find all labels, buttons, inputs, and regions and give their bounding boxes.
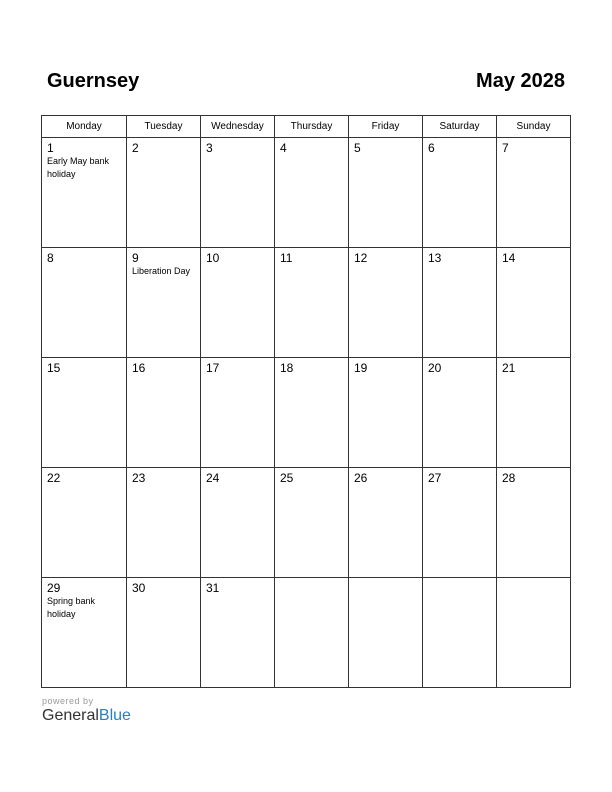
- footer-branding: [42, 696, 131, 725]
- week-row: [42, 468, 571, 578]
- day-cell: [349, 578, 423, 688]
- week-row: [42, 358, 571, 468]
- day-cell: [497, 248, 571, 358]
- day-number: 5: [354, 141, 361, 155]
- weekday-header-row: [42, 116, 571, 138]
- day-number: 16: [132, 361, 146, 375]
- day-number: 29: [47, 581, 61, 595]
- day-number: 26: [354, 471, 368, 485]
- country-title: Guernsey: [47, 70, 140, 92]
- day-cell: [275, 578, 349, 688]
- day-number: 4: [280, 141, 287, 155]
- day-cell: [127, 468, 201, 578]
- day-number: 27: [428, 471, 442, 485]
- day-cell: [275, 248, 349, 358]
- day-number: 25: [280, 471, 294, 485]
- day-cell: [42, 248, 127, 358]
- week-row: [42, 248, 571, 358]
- weekday-sunday: Sunday: [497, 116, 571, 138]
- weekday-saturday: Saturday: [423, 116, 497, 138]
- day-cell: [42, 578, 127, 688]
- day-cell: [127, 578, 201, 688]
- week-row: [42, 578, 571, 688]
- day-number: 24: [206, 471, 220, 485]
- day-number: 13: [428, 251, 442, 265]
- day-number: 20: [428, 361, 442, 375]
- day-cell: [497, 578, 571, 688]
- day-cell: [275, 468, 349, 578]
- day-cell: [497, 138, 571, 248]
- day-cell: [349, 138, 423, 248]
- day-number: 17: [206, 361, 220, 375]
- day-number: 1: [47, 141, 54, 155]
- month-title: May 2028: [476, 70, 565, 92]
- day-cell: [423, 138, 497, 248]
- day-cell: [497, 468, 571, 578]
- day-number: 15: [47, 361, 61, 375]
- day-number: 10: [206, 251, 220, 265]
- generalblue-logo: [42, 707, 131, 725]
- day-cell: [201, 468, 275, 578]
- day-number: 9: [132, 251, 139, 265]
- day-number: 7: [502, 141, 509, 155]
- weekday-friday: Friday: [349, 116, 423, 138]
- day-number: 31: [206, 581, 220, 595]
- weekday-tuesday: Tuesday: [127, 116, 201, 138]
- day-cell: [423, 248, 497, 358]
- brand-blue: Blue: [98, 707, 131, 724]
- day-cell: [423, 578, 497, 688]
- day-cell: [349, 468, 423, 578]
- day-number: 14: [502, 251, 516, 265]
- holiday-label: Spring bank holiday: [47, 596, 96, 619]
- day-cell: [275, 138, 349, 248]
- day-cell: [201, 358, 275, 468]
- day-cell: [42, 358, 127, 468]
- day-cell: [423, 358, 497, 468]
- day-cell: [349, 358, 423, 468]
- calendar-header: [41, 70, 571, 100]
- day-cell: [42, 138, 127, 248]
- powered-by-text: powered by: [42, 696, 94, 706]
- weekday-thursday: Thursday: [275, 116, 349, 138]
- day-cell: [275, 358, 349, 468]
- week-row: [42, 138, 571, 248]
- day-cell: [201, 578, 275, 688]
- calendar-grid: [41, 115, 571, 688]
- day-number: 18: [280, 361, 294, 375]
- day-cell: [349, 248, 423, 358]
- day-number: 8: [47, 251, 54, 265]
- day-cell: [201, 138, 275, 248]
- day-number: 22: [47, 471, 61, 485]
- day-cell: [127, 138, 201, 248]
- holiday-label: Early May bank holiday: [47, 156, 110, 179]
- day-cell: [423, 468, 497, 578]
- day-number: 30: [132, 581, 146, 595]
- day-number: 12: [354, 251, 368, 265]
- day-cell: [201, 248, 275, 358]
- holiday-label: Liberation Day: [132, 266, 191, 276]
- day-cell: [42, 468, 127, 578]
- day-cell: [497, 358, 571, 468]
- day-number: 3: [206, 141, 213, 155]
- day-number: 21: [502, 361, 516, 375]
- day-number: 28: [502, 471, 516, 485]
- day-cell: [127, 358, 201, 468]
- day-number: 19: [354, 361, 368, 375]
- weekday-monday: Monday: [42, 116, 127, 138]
- weekday-wednesday: Wednesday: [201, 116, 275, 138]
- day-number: 23: [132, 471, 146, 485]
- day-number: 2: [132, 141, 139, 155]
- day-number: 11: [280, 251, 293, 265]
- brand-general: General: [42, 707, 99, 724]
- day-cell: [127, 248, 201, 358]
- day-number: 6: [428, 141, 435, 155]
